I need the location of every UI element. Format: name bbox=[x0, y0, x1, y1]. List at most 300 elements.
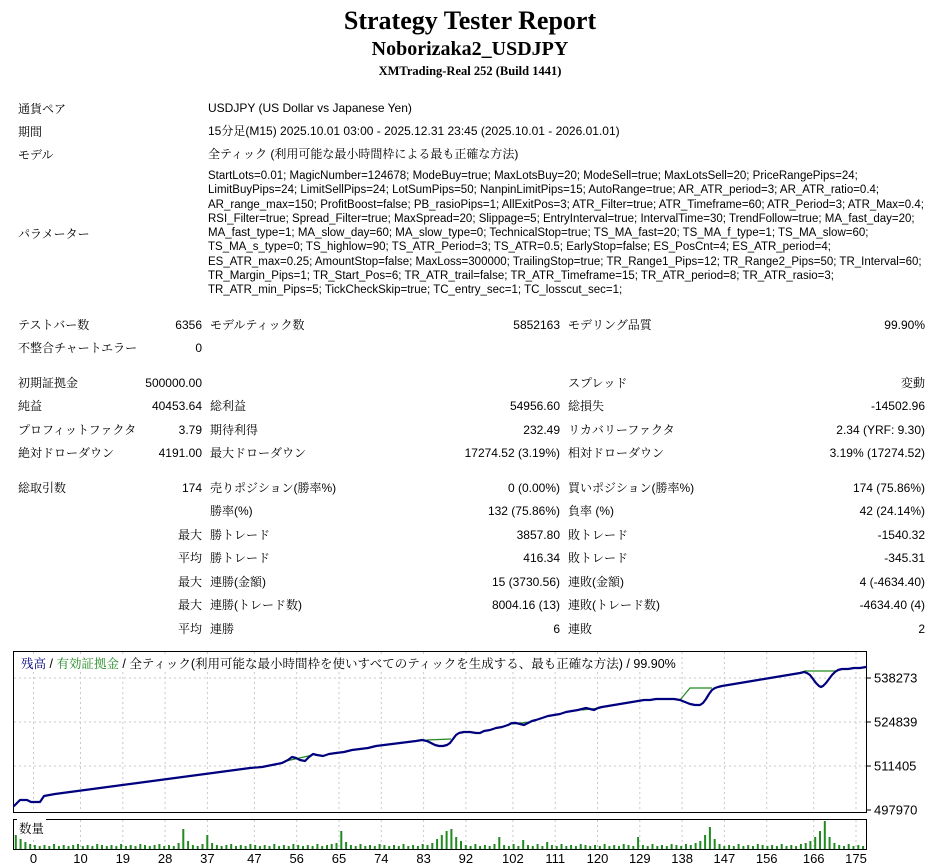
report-title: Strategy Tester Report bbox=[343, 6, 597, 35]
stat-value: 最大 bbox=[177, 527, 202, 542]
y-axis-label: 524839 bbox=[874, 714, 918, 730]
stat-value: 5852163 bbox=[513, 317, 560, 332]
x-axis-label: 10 bbox=[73, 851, 88, 866]
stats-row bbox=[18, 546, 925, 570]
stats-pair bbox=[210, 444, 560, 461]
stats-row bbox=[18, 371, 925, 395]
volume-bar bbox=[747, 845, 749, 849]
volume-bar bbox=[723, 846, 725, 849]
x-axis-label: 156 bbox=[755, 851, 778, 866]
stat-label: 連勝 bbox=[210, 621, 235, 636]
volume-bar bbox=[556, 846, 558, 849]
x-axis-label: 138 bbox=[671, 851, 693, 866]
stat-label: 負率 (%) bbox=[568, 504, 614, 519]
volume-bar bbox=[738, 844, 740, 849]
volume-bar bbox=[312, 846, 314, 849]
stats-pair bbox=[210, 397, 560, 414]
volume-bar bbox=[398, 846, 400, 849]
volume-bar bbox=[331, 844, 333, 849]
stat-label: 連敗(金額) bbox=[568, 574, 624, 589]
stats-row bbox=[18, 313, 925, 337]
stat-label: 売りポジション(勝率%) bbox=[210, 480, 337, 495]
volume-bar bbox=[249, 844, 251, 849]
volume-bar bbox=[666, 846, 668, 849]
x-axis-label: 111 bbox=[545, 851, 566, 866]
volume-bar bbox=[302, 846, 304, 849]
volume-bar bbox=[403, 844, 405, 849]
stats-pair bbox=[568, 316, 925, 333]
stat-value: 416.34 bbox=[523, 551, 560, 566]
volume-bar bbox=[178, 843, 180, 849]
stats-pair bbox=[210, 316, 560, 333]
stat-value: -14502.96 bbox=[870, 399, 925, 414]
x-axis-label: 166 bbox=[802, 851, 825, 866]
x-axis-label: 92 bbox=[458, 851, 474, 866]
stats-pair bbox=[568, 573, 925, 590]
stats-row bbox=[18, 394, 925, 418]
volume-bar bbox=[206, 835, 208, 849]
stats-pair bbox=[568, 596, 925, 613]
stats-pair bbox=[18, 397, 202, 414]
stat-label: 勝トレード bbox=[210, 551, 271, 566]
stats-pair bbox=[568, 620, 925, 637]
stats-pair bbox=[210, 549, 560, 566]
stat-label: 最大ドローダウン bbox=[210, 446, 307, 461]
legend-separator: / bbox=[622, 657, 634, 671]
volume-bar bbox=[656, 846, 658, 849]
volume-bar bbox=[321, 846, 323, 849]
info-value: 全ティック (利用可能な最小時間枠による最も正確な方法) bbox=[208, 147, 519, 162]
info-value: StartLots=0.01; MagicNumber=124678; ModeBuy=true; MaxLotsBuy=20; ModeSell=true; MaxLotsSell=20; PriceRangePips=24; LimitBuyPips=24; LimitSellPips=24; LotSumPips=50; NanpinLimitPips=15; AutoRange=true; AR_ATR_period=3; AR_ATR_ratio=0.4; AR_range_max=150; ProfitBoost=false; PB_rasioPips=1; AllExitPos=3; ATR_Filter=true; ATR_Timeframe=60; ATR_Period=3; ATR_Max=0.4; RSI_Filter=true; Spread_Filter=true; MaxSpread=20; Slippage=5; EntryInterval=true; IntervalTime=30; TrendFollow=true; MA_fast_day=20; MA_fast_type=1; MA_slow_day=60; MA_slow_type=0; TechnicalStop=true; TS_MA_fast=20; TS_MA_f_type=1; TS_MA_slow=60; TS_MA_s_type=0; TS_highlow=90; TS_ATR_Period=3; TS_ATR=0.5; EarlyStop=false; ES_PosCnt=4; ES_ATR_period=4; ES_ATR_max=0.25; AmountStop=false; MaxLoss=300000; TrailingStop=true; TR_Range1_Pips=12; TR_Range2_Pips=50; TR_Interval=60; TR_Margin_Pips=1; TR_Start_Pos=6; TR_ATR_trail=false; TR_ATR_Timeframe=15; TR_ATR_period=8; TR_ATR_rasio=3; TR_ATR_min_Pips=5; TickCheckSkip=true; TC_entry_sec=1; TC_losscut_sec=1; bbox=[208, 170, 924, 297]
volume-bar bbox=[479, 846, 481, 849]
stats-pair bbox=[210, 596, 560, 613]
volume-bar bbox=[757, 844, 759, 849]
volume-bar bbox=[699, 841, 701, 849]
volume-bar bbox=[695, 843, 697, 849]
volume-bar bbox=[139, 844, 141, 849]
stats-pair bbox=[210, 502, 560, 519]
equity-curve-chart bbox=[0, 651, 940, 867]
stat-label: 敗トレード bbox=[568, 551, 629, 566]
volume-bar bbox=[197, 846, 199, 849]
stat-value: 最大 bbox=[177, 598, 202, 613]
x-axis-label: 65 bbox=[331, 851, 347, 866]
volume-bar bbox=[608, 846, 610, 849]
y-axis-label: 511405 bbox=[874, 758, 917, 774]
stat-label: 絶対ドローダウン bbox=[18, 446, 115, 461]
stats-pair bbox=[18, 573, 202, 590]
volume-bar bbox=[814, 837, 816, 849]
volume-bar bbox=[173, 846, 175, 849]
info-label: モデル bbox=[18, 148, 54, 162]
stat-value: 6 bbox=[553, 621, 560, 636]
volume-bar bbox=[44, 845, 46, 849]
volume-bar bbox=[862, 846, 864, 849]
volume-bar bbox=[225, 845, 227, 849]
stats-pair bbox=[568, 444, 925, 461]
volume-bar bbox=[455, 837, 457, 849]
volume-bar bbox=[24, 842, 26, 849]
volume-bar bbox=[446, 831, 448, 849]
broker-build: XMTrading-Real 252 (Build 1441) bbox=[378, 64, 562, 78]
volume-bar bbox=[273, 844, 275, 849]
volume-bar bbox=[565, 846, 567, 849]
volume-bar bbox=[671, 844, 673, 849]
volume-bar bbox=[838, 845, 840, 849]
volume-bar bbox=[115, 846, 117, 849]
stat-label: 連敗 bbox=[568, 621, 593, 636]
volume-bar bbox=[599, 846, 601, 849]
volume-bar bbox=[436, 839, 438, 849]
volume-bar bbox=[470, 846, 472, 849]
stat-value: 0 (0.00%) bbox=[507, 480, 560, 495]
volume-bar bbox=[216, 845, 218, 849]
legend-balance-label: 残高 bbox=[21, 657, 47, 671]
volume-bar bbox=[570, 845, 572, 849]
stat-value: -1540.32 bbox=[877, 527, 925, 542]
stat-value: 6356 bbox=[175, 317, 202, 332]
info-label: パラメーター bbox=[18, 226, 90, 241]
stat-label: 敗トレード bbox=[568, 527, 629, 542]
volume-bar bbox=[742, 846, 744, 849]
volume-bar bbox=[790, 845, 792, 849]
volume-bar bbox=[269, 846, 271, 849]
volume-bar bbox=[393, 845, 395, 849]
volume-bar bbox=[379, 844, 381, 849]
volume-bar bbox=[283, 845, 285, 849]
volume-bar bbox=[34, 845, 36, 849]
volume-bar bbox=[704, 835, 706, 849]
volume-bar bbox=[154, 845, 156, 849]
stats-pair bbox=[18, 421, 202, 438]
stats-pair bbox=[568, 374, 925, 391]
x-axis-label: 28 bbox=[157, 851, 173, 866]
stats-pair bbox=[568, 502, 925, 519]
volume-bar bbox=[714, 839, 716, 849]
info-row bbox=[18, 143, 925, 166]
volume-bar bbox=[728, 845, 730, 849]
volume-bar bbox=[690, 845, 692, 849]
volume-bar bbox=[527, 845, 529, 849]
volume-bar bbox=[369, 845, 371, 849]
volume-bar bbox=[484, 845, 486, 849]
stat-label: 連勝(トレード数) bbox=[210, 598, 302, 613]
volume-bar bbox=[245, 846, 247, 849]
volume-bar bbox=[101, 845, 103, 849]
stats-row bbox=[18, 570, 925, 594]
volume-bar bbox=[517, 846, 519, 849]
volume-bar bbox=[221, 846, 223, 849]
stat-label: 連敗(トレード数) bbox=[568, 598, 660, 613]
volume-bar bbox=[604, 844, 606, 849]
volume-bar bbox=[809, 841, 811, 849]
legend-quality-label: 99.90% bbox=[633, 657, 676, 671]
stat-label: 相対ドローダウン bbox=[568, 446, 665, 461]
stat-value: 17274.52 (3.19%) bbox=[464, 446, 560, 461]
y-axis-label: 538273 bbox=[874, 670, 918, 686]
volume-bar bbox=[786, 846, 788, 849]
stats-pair bbox=[568, 479, 925, 496]
volume-bar bbox=[675, 845, 677, 849]
volume-bar bbox=[53, 844, 55, 849]
volume-bar bbox=[278, 846, 280, 849]
volume-bar bbox=[417, 846, 419, 849]
volume-bar bbox=[585, 845, 587, 849]
volume-bar bbox=[800, 844, 802, 849]
volume-bar bbox=[326, 845, 328, 849]
volume-bar bbox=[125, 846, 127, 849]
info-row bbox=[18, 166, 925, 301]
volume-bar bbox=[360, 844, 362, 849]
volume-bar bbox=[460, 841, 462, 849]
stat-value: 174 bbox=[181, 480, 202, 495]
stats-row bbox=[18, 523, 925, 547]
volume-bar bbox=[637, 837, 639, 849]
volume-bar bbox=[857, 845, 859, 849]
volume-bar bbox=[297, 845, 299, 849]
volume-bar bbox=[58, 846, 60, 849]
volume-bar bbox=[733, 846, 735, 849]
volume-bar bbox=[374, 846, 376, 849]
volume-bar bbox=[508, 846, 510, 849]
stat-value: 4191.00 bbox=[158, 446, 202, 461]
stats-table bbox=[18, 313, 925, 641]
stat-value: -345.31 bbox=[884, 551, 925, 566]
stat-value: 132 (75.86%) bbox=[487, 504, 560, 519]
volume-bar bbox=[829, 837, 831, 849]
stats-pair bbox=[568, 549, 925, 566]
volume-bar bbox=[618, 846, 620, 849]
volume-bar bbox=[431, 843, 433, 849]
volume-bar bbox=[240, 845, 242, 849]
stats-pair bbox=[210, 526, 560, 543]
volume-bar bbox=[680, 846, 682, 849]
volume-bar bbox=[561, 844, 563, 849]
x-axis-label: 74 bbox=[374, 851, 389, 866]
volume-bar bbox=[513, 844, 515, 849]
stat-value: 2.34 (YRF: 9.30) bbox=[836, 422, 925, 437]
volume-bar bbox=[130, 845, 132, 849]
volume-bar bbox=[158, 844, 160, 849]
info-label: 期間 bbox=[18, 125, 43, 139]
volume-chart-label: 数量 bbox=[17, 819, 46, 837]
stat-value: 0 bbox=[195, 341, 202, 356]
volume-bar bbox=[642, 845, 644, 849]
info-value: 15分足(M15) 2025.10.01 03:00 - 2025.12.31 23:45 (2025.10.01 - 2026.01.01) bbox=[208, 124, 620, 139]
stats-pair bbox=[18, 339, 202, 356]
volume-bar bbox=[48, 846, 50, 849]
stat-value: 3.19% (17274.52) bbox=[829, 446, 925, 461]
stats-pair bbox=[568, 526, 925, 543]
volume-bar bbox=[771, 845, 773, 849]
volume-bar bbox=[503, 845, 505, 849]
volume-bar bbox=[91, 846, 93, 849]
volume-bar bbox=[613, 845, 615, 849]
stat-label: リカバリーファクタ bbox=[568, 422, 675, 437]
stat-value: 500000.00 bbox=[145, 375, 202, 390]
volume-bar bbox=[111, 845, 113, 849]
volume-bar bbox=[144, 845, 146, 849]
y-axis-label: 497970 bbox=[874, 802, 918, 818]
stat-label: 勝トレード bbox=[210, 527, 271, 542]
volume-bar bbox=[87, 845, 89, 849]
info-table bbox=[18, 97, 925, 301]
volume-bar bbox=[647, 846, 649, 849]
stats-row bbox=[18, 476, 925, 500]
stats-row bbox=[18, 593, 925, 617]
stats-row bbox=[18, 441, 925, 465]
volume-bar bbox=[63, 845, 65, 849]
volume-bar bbox=[20, 839, 22, 849]
volume-bar bbox=[202, 844, 204, 849]
stat-value: 174 (75.86%) bbox=[852, 480, 925, 495]
volume-bar bbox=[383, 845, 385, 849]
volume-bar bbox=[82, 846, 84, 849]
volume-bar bbox=[489, 846, 491, 849]
volume-bar bbox=[77, 844, 79, 849]
stat-value: 4 (-4634.40) bbox=[859, 574, 925, 589]
volume-bar bbox=[72, 845, 74, 849]
volume-bar bbox=[833, 843, 835, 849]
volume-bar bbox=[187, 841, 189, 849]
volume-bar bbox=[422, 844, 424, 849]
stat-label: スプレッド bbox=[568, 375, 628, 390]
volume-bar bbox=[537, 844, 539, 849]
stat-label: モデルティック数 bbox=[210, 317, 305, 332]
info-label: 通貨ペア bbox=[18, 102, 67, 116]
volume-bar bbox=[427, 845, 429, 849]
volume-bar bbox=[685, 844, 687, 849]
stats-pair bbox=[210, 620, 560, 637]
volume-bar bbox=[441, 835, 443, 849]
volume-bar bbox=[594, 845, 596, 849]
legend-model-label: 全ティック(利用可能な最小時間枠を使いすべてのティックを生成する、最も正確な方法) bbox=[129, 657, 623, 671]
volume-bar bbox=[580, 844, 582, 849]
report-header bbox=[0, 0, 940, 79]
stat-label: プロフィットファクタ bbox=[18, 422, 137, 437]
x-axis-label: 129 bbox=[628, 851, 651, 866]
stats-pair bbox=[18, 526, 202, 543]
volume-bar bbox=[776, 846, 778, 849]
stats-pair bbox=[210, 573, 560, 590]
volume-bar bbox=[575, 846, 577, 849]
volume-bar bbox=[168, 845, 170, 849]
volume-bar bbox=[106, 846, 108, 849]
stat-value: 3.79 bbox=[178, 422, 202, 437]
stat-value: 平均 bbox=[177, 621, 202, 636]
stats-pair bbox=[568, 421, 925, 438]
volume-bar bbox=[632, 846, 634, 849]
info-value: USDJPY (US Dollar vs Japanese Yen) bbox=[208, 101, 412, 116]
volume-bar bbox=[843, 846, 845, 849]
chart-legend bbox=[19, 654, 678, 672]
stat-label: 純益 bbox=[18, 399, 43, 414]
stat-label: モデリング品質 bbox=[568, 317, 652, 332]
volume-bar bbox=[163, 846, 165, 849]
x-axis-label: 0 bbox=[29, 851, 38, 866]
volume-bar bbox=[211, 843, 213, 849]
stats-pair bbox=[18, 374, 202, 391]
volume-bar bbox=[182, 829, 184, 849]
info-row bbox=[18, 120, 925, 143]
volume-bar bbox=[498, 837, 500, 849]
volume-bar bbox=[254, 845, 256, 849]
x-axis-label: 83 bbox=[416, 851, 431, 866]
stats-row bbox=[18, 499, 925, 523]
stat-label: テストバー数 bbox=[18, 317, 90, 332]
volume-bar bbox=[661, 845, 663, 849]
volume-bar bbox=[235, 846, 237, 849]
volume-bar bbox=[345, 842, 347, 849]
stats-pair bbox=[210, 421, 560, 438]
volume-bar bbox=[350, 845, 352, 849]
stat-label: 総利益 bbox=[210, 399, 247, 414]
stat-label: 総取引数 bbox=[18, 480, 67, 495]
volume-bar bbox=[412, 845, 414, 849]
legend-equity-label: 有効証拠金 bbox=[56, 657, 119, 671]
ea-name: Noborizaka2_USDJPY bbox=[371, 38, 569, 60]
volume-bar bbox=[288, 846, 290, 849]
volume-bar bbox=[546, 842, 548, 849]
volume-bar bbox=[135, 846, 137, 849]
x-axis-label: 120 bbox=[586, 851, 609, 866]
stats-row bbox=[18, 617, 925, 641]
x-axis-label: 37 bbox=[200, 851, 215, 866]
stat-value: 42 (24.14%) bbox=[859, 504, 925, 519]
stat-value: 15 (3730.56) bbox=[491, 574, 560, 589]
volume-bar bbox=[407, 846, 409, 849]
volume-bar bbox=[709, 827, 711, 849]
stats-row bbox=[18, 418, 925, 442]
volume-bar bbox=[766, 846, 768, 849]
stats-pair bbox=[18, 596, 202, 613]
volume-bar bbox=[628, 845, 630, 849]
volume-bar bbox=[307, 845, 309, 849]
volume-bar bbox=[541, 846, 543, 849]
stats-pair bbox=[18, 444, 202, 461]
stats-pair bbox=[18, 549, 202, 566]
info-row bbox=[18, 97, 925, 120]
volume-bar bbox=[465, 845, 467, 849]
stat-value: 最大 bbox=[177, 574, 202, 589]
volume-bar bbox=[848, 844, 850, 849]
volume-bar bbox=[474, 844, 476, 849]
volume-bar bbox=[120, 844, 122, 849]
x-axis-label: 19 bbox=[115, 851, 131, 866]
stats-pair bbox=[210, 479, 560, 496]
volume-bar bbox=[29, 844, 31, 849]
volume-bar bbox=[589, 846, 591, 849]
balance-plot-frame bbox=[14, 652, 867, 813]
volume-bar bbox=[292, 844, 294, 849]
volume-bar bbox=[355, 846, 357, 849]
x-axis-label: 147 bbox=[713, 851, 736, 866]
stat-value: 232.49 bbox=[523, 422, 560, 437]
volume-bar bbox=[316, 844, 318, 849]
volume-bar bbox=[259, 846, 261, 849]
volume-bar bbox=[795, 846, 797, 849]
stat-value: 99.90% bbox=[884, 317, 925, 332]
volume-bar bbox=[364, 846, 366, 849]
volume-bar bbox=[494, 844, 496, 849]
stats-pair bbox=[18, 479, 202, 496]
volume-bar bbox=[15, 835, 17, 849]
volume-bar bbox=[336, 843, 338, 849]
volume-bar bbox=[264, 845, 266, 849]
stat-label: 買いポジション(勝率%) bbox=[568, 480, 695, 495]
volume-bar bbox=[551, 845, 553, 849]
volume-bar bbox=[781, 844, 783, 849]
